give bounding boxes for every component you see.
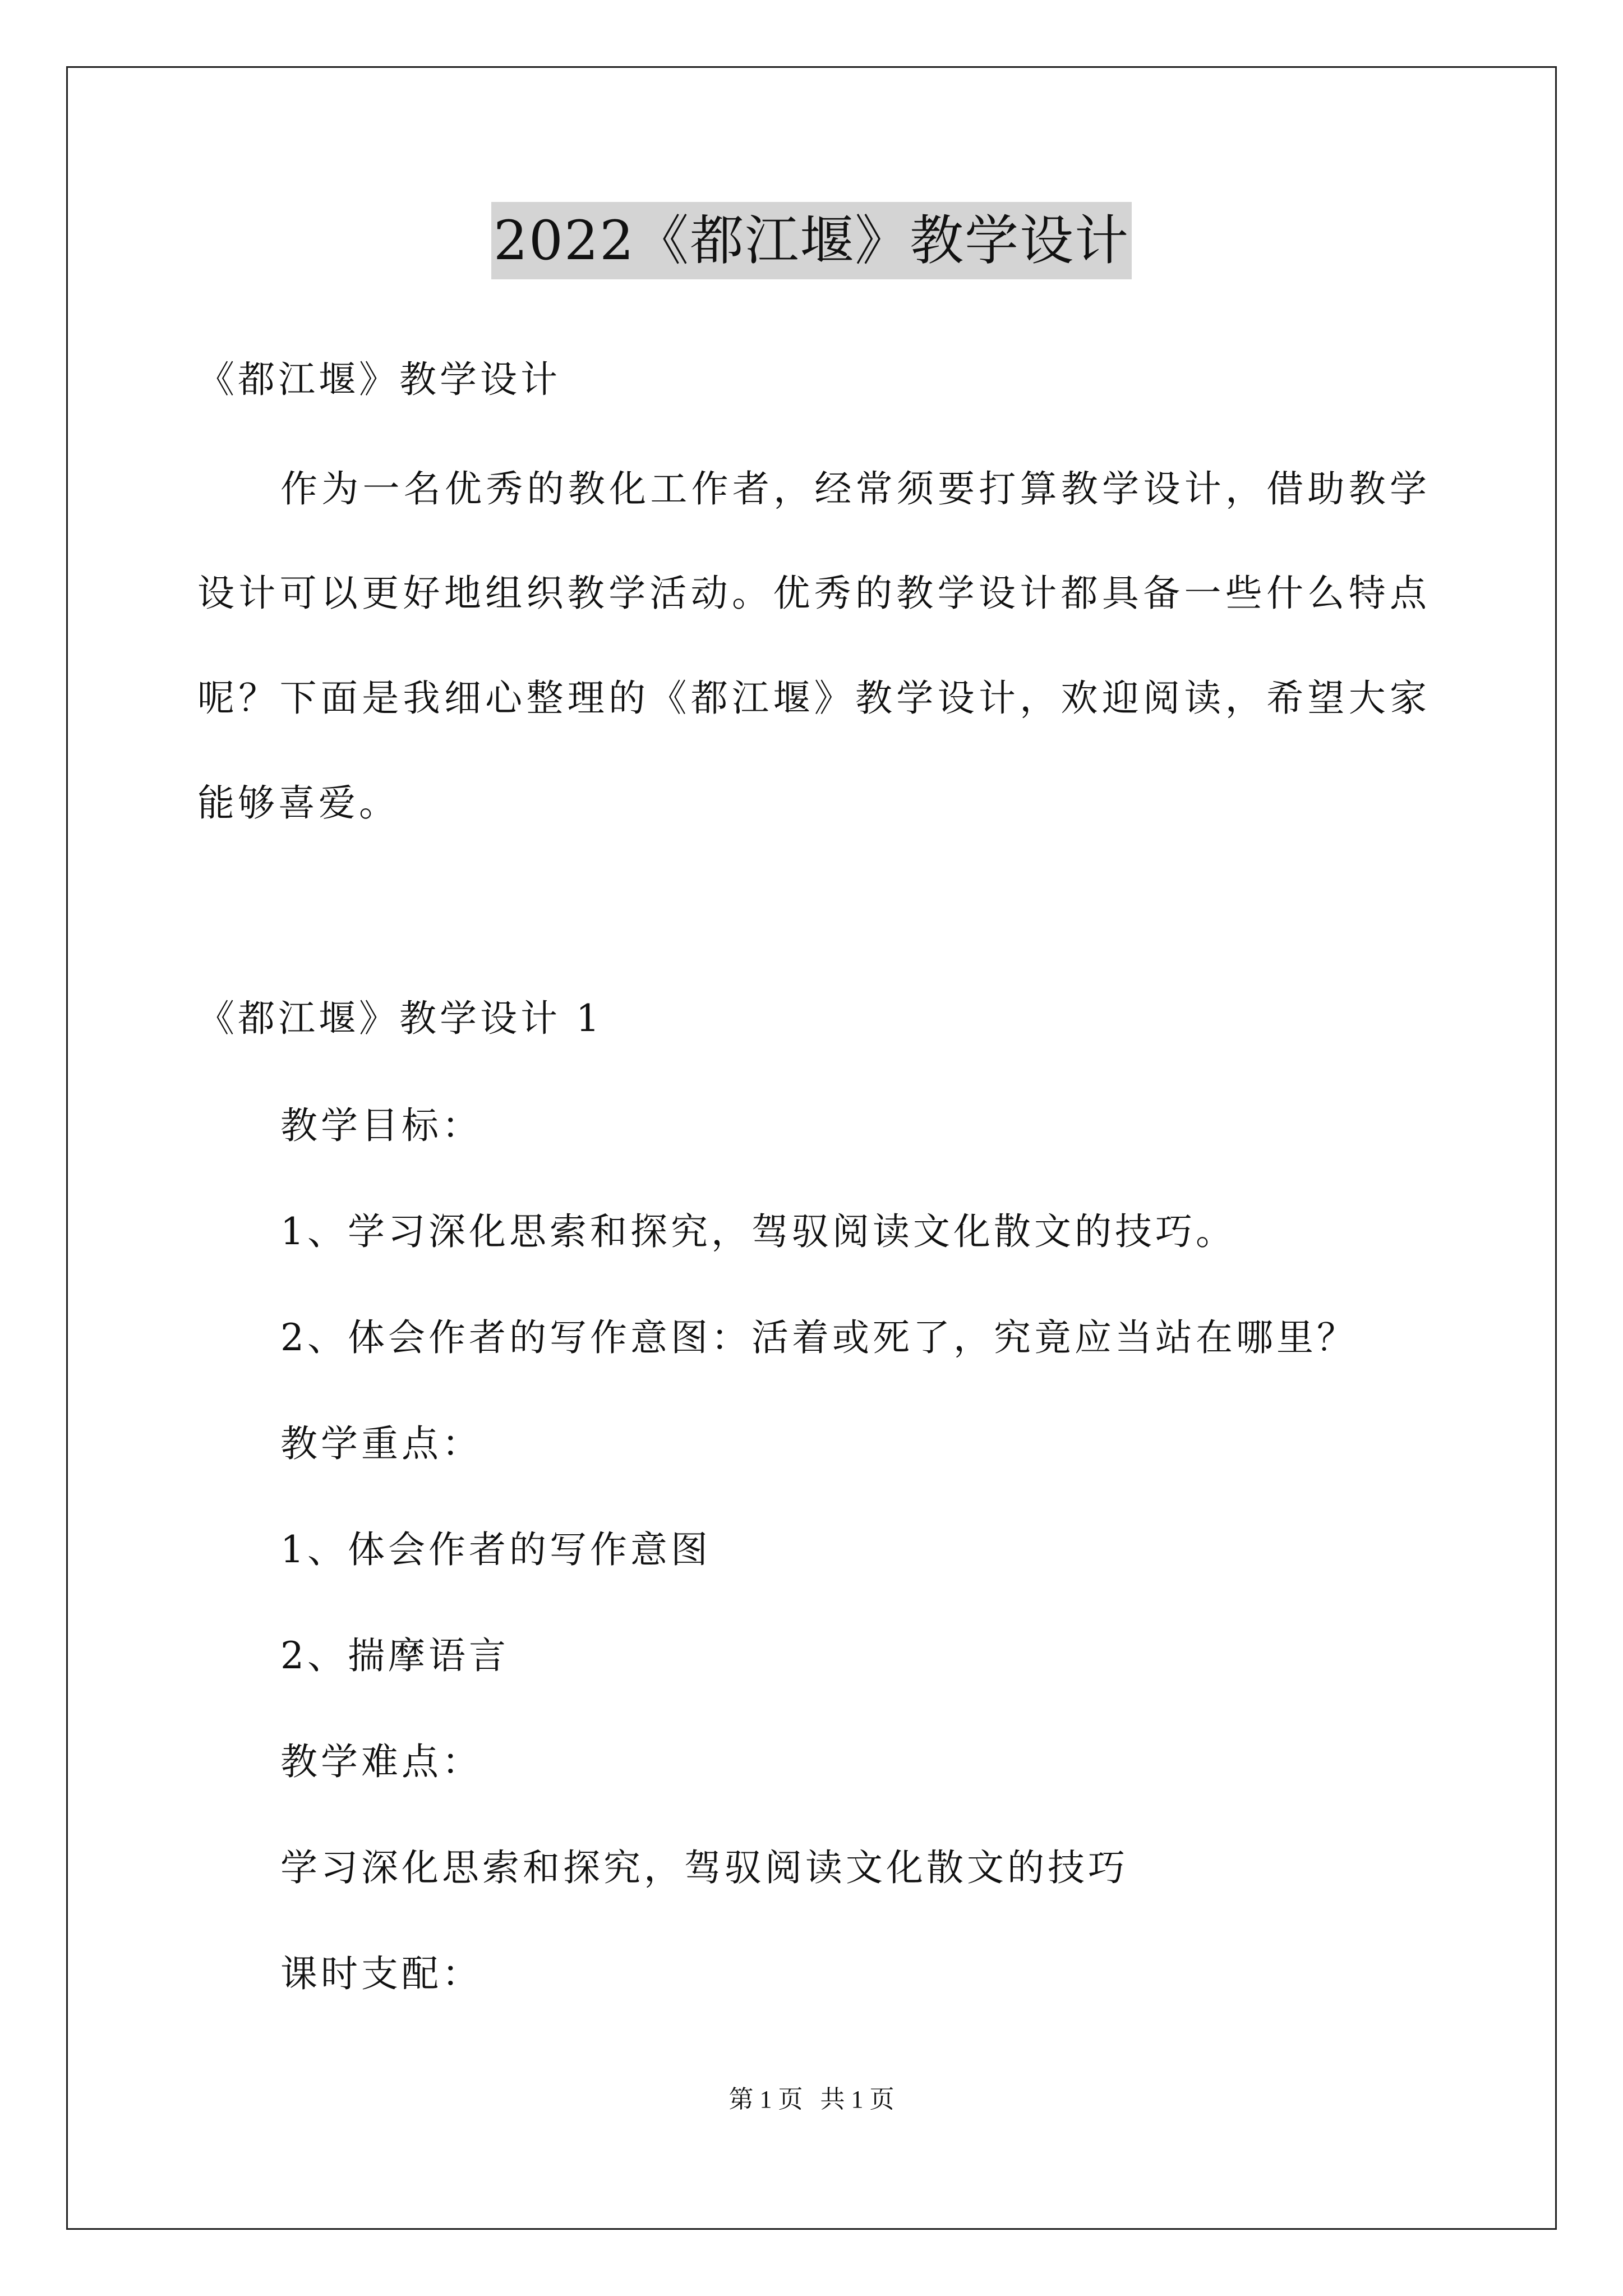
intro-line-1: 作为一名优秀的教化工作者，经常须要打算教学设计，借助教学 <box>280 467 1427 510</box>
body-line-9: 课时支配： <box>280 1952 482 1995</box>
body-line-8: 学习深化思索和探究，驾驭阅读文化散文的技巧 <box>280 1846 1128 1889</box>
body-line-1: 教学目标： <box>280 1104 482 1147</box>
body-line-6: 2、揣摩语言 <box>280 1634 509 1677</box>
page-footer <box>0 2084 1623 2115</box>
intro-line-4: 能够喜爱。 <box>197 781 399 825</box>
intro-line-3: 呢？下面是我细心整理的《都江堰》教学设计，欢迎阅读，希望大家 <box>197 677 1427 720</box>
section-title: 《都江堰》教学设计 1 <box>197 997 603 1040</box>
document-title: 2022《都江堰》教学设计 <box>491 202 1132 279</box>
subtitle: 《都江堰》教学设计 <box>197 358 561 401</box>
body-line-2: 1、学习深化思索和探究，驾驭阅读文化散文的技巧。 <box>280 1210 1236 1253</box>
body-line-5: 1、体会作者的写作意图 <box>280 1528 711 1571</box>
title-wrap <box>0 202 1623 279</box>
body-line-7: 教学难点： <box>280 1740 482 1783</box>
intro-line-2: 设计可以更好地组织教学活动。优秀的教学设计都具备一些什么特点 <box>197 572 1427 615</box>
body-line-4: 教学重点： <box>280 1422 482 1465</box>
body-line-3: 2、体会作者的写作意图：活着或死了，究竟应当站在哪里？ <box>280 1316 1357 1359</box>
footer-page-number: 第 1 页 <box>728 2086 803 2113</box>
footer-page-total: 共 1 页 <box>820 2086 895 2113</box>
